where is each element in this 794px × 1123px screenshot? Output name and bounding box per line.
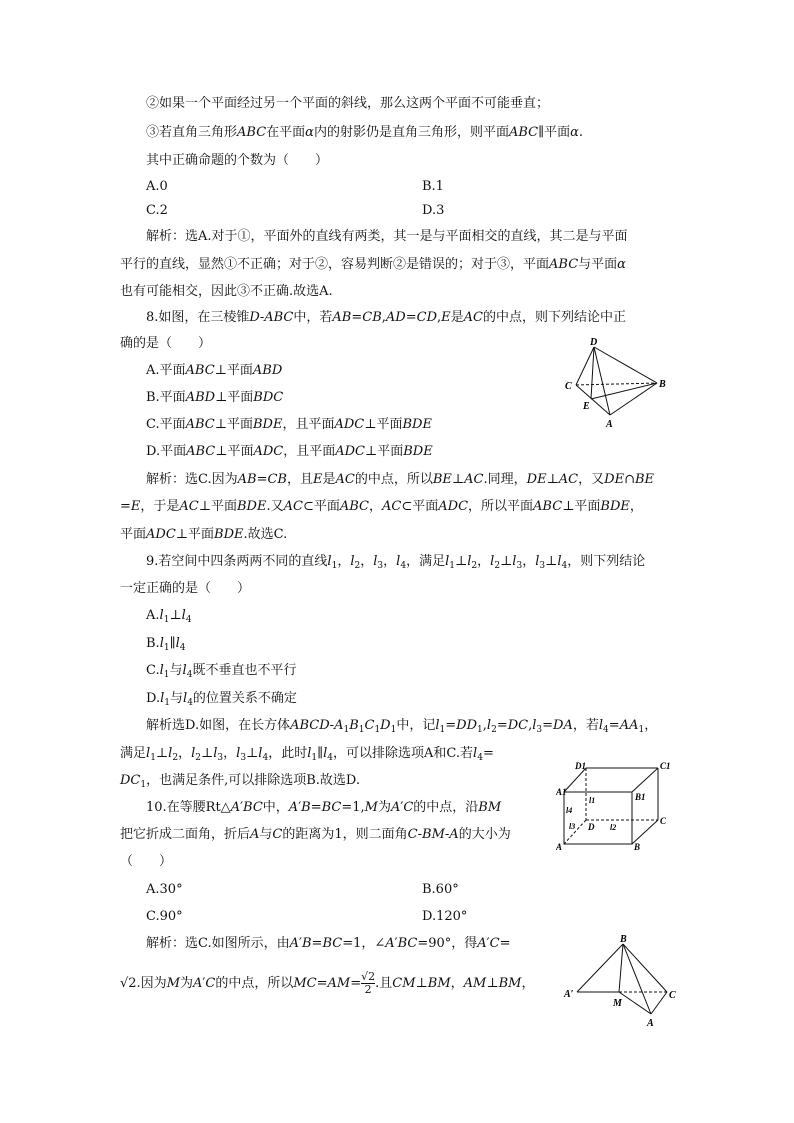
question-9-line-1: 9.若空间中四条两两不同的直线$l_1$，$l_2$，$l_3$，$l_4$，满足$l_1\perp l_2$，$l_2\perp l_3$，$l_3\perp l_4$，则下列结论	[146, 554, 646, 571]
q9-option-d: $D.l_1$与$l_4$的位置关系不确定	[146, 691, 297, 708]
label-m: M	[613, 998, 622, 1009]
statement-2: ②如果一个平面经过另一个平面的斜线，那么这两个平面不可能垂直；	[146, 96, 550, 111]
edge-eb	[591, 383, 657, 399]
q10-option-c: C.90°	[146, 909, 183, 924]
q7-option-a: A.0	[146, 179, 168, 194]
q7-option-c: C.2	[146, 203, 168, 218]
q7-option-b: B.1	[422, 179, 444, 194]
question-8-line-2: 确的是（ ）	[120, 336, 212, 351]
question-10-line-2: 把它折成二面角，折后A与C的距离为1，则二面角C-BM-A的大小为	[120, 827, 511, 842]
label-a: A	[606, 419, 613, 430]
label-l3: l3	[569, 822, 576, 831]
cuboid-figure	[556, 758, 674, 854]
q7-solution-line-1: 解析：选A.对于①，平面外的直线有两类，其一是与平面相交的直线，其二是与平面	[146, 229, 628, 244]
label-d: D	[588, 822, 595, 832]
question-9-line-2: 一定正确的是（ ）	[120, 581, 251, 596]
edge-de	[591, 347, 594, 399]
q8-option-b: B.平面ABD⊥平面BDC	[146, 390, 284, 405]
statement-3: ③若直角三角形ABC在平面α内的射影仍是直角三角形，则平面ABC∥平面α.	[146, 125, 584, 140]
label-d: D	[590, 337, 598, 348]
label-a: A	[647, 1018, 654, 1028]
folded-triangle-figure	[563, 932, 687, 1028]
q8-option-d: D.平面ABC⊥平面ADC，且平面ADC⊥平面BDE	[146, 444, 433, 459]
q9-option-c: $C.l_1$与$l_4$既不垂直也不平行	[146, 663, 297, 680]
label-l2: l2	[610, 823, 617, 832]
label-b: B	[659, 379, 666, 390]
label-b1: B1	[635, 792, 646, 802]
question-8-line-1: 8.如图，在三棱锥D-ABC中，若AB=CB,AD=CD,E是AC的中点，则下列结论中正	[146, 310, 627, 325]
question-10-line-3: （ ）	[120, 854, 173, 869]
label-c1: C1	[660, 761, 671, 771]
q10-solution-line-2: √2.因为M为A′C的中点，所以MC=AM= $\frac{√2}{2}$ .且CM⊥BM，AM⊥BM，	[120, 970, 535, 996]
label-e: E	[583, 401, 590, 412]
q10-option-b: B.60°	[422, 882, 459, 897]
label-a1: A1	[556, 787, 567, 797]
edge-db	[594, 347, 657, 383]
label-c: C	[669, 990, 676, 1001]
edge-da	[594, 347, 610, 415]
edge-cb-hidden	[576, 383, 657, 385]
q10-solution-line-1: 解析：选C.如图所示，由A′B=BC=1，∠A′BC=90°，得A′C=	[146, 936, 511, 951]
q8-option-c: C.平面ABC⊥平面BDE，且平面ADC⊥平面BDE	[146, 417, 432, 432]
q7-solution-line-3: 也有可能相交，因此③不正确.故选A.	[120, 284, 333, 299]
tetrahedron-figure	[558, 335, 672, 431]
q10-option-a: A.30°	[146, 882, 183, 897]
q8-solution-line-2: =E，于是AC⊥平面BDE.又AC⊂平面ABC，AC⊂平面ADC，所以平面ABC⊥平面BDE，	[120, 499, 643, 514]
label-d1: D1	[575, 761, 586, 771]
q9-solution-line-1: 解析选D.如图，在长方体ABCD-$A_1B_1C_1D_1$中，记$l_1=DD_1,l_2=DC,l_3=DA$，若$l_4=AA_1$，	[146, 718, 658, 735]
label-l4: l4	[566, 806, 573, 815]
edge-ab	[610, 383, 657, 415]
label-c: C	[660, 816, 667, 826]
label-b: B	[634, 842, 641, 852]
q9-solution-line-3: $DC_1$，也满足条件,可以排除选项B.故选D.	[120, 773, 361, 790]
q9-option-a: $A.l_1\perp l_4$	[146, 608, 192, 625]
q9-option-b: $B.l_1\parallel l_4$	[146, 636, 186, 653]
question-7-prompt: 其中正确命题的个数为（ ）	[146, 153, 329, 168]
q8-solution-line-1: 解析：选C.因为AB=CB，且E是AC的中点，所以BE⊥AC.同理，DE⊥AC，又DE∩BE	[146, 472, 655, 487]
edge-dc	[576, 347, 594, 385]
q8-option-a: A.平面ABC⊥平面ABD	[146, 363, 283, 378]
label-a-prime: A′	[564, 989, 574, 1000]
label-l1: l1	[589, 796, 596, 805]
label-b: B	[620, 934, 627, 945]
q8-solution-line-3: 平面ADC⊥平面BDE.故选C.	[120, 527, 288, 542]
edge-ca	[576, 385, 610, 415]
q10-option-d: D.120°	[422, 909, 468, 924]
label-c: C	[565, 381, 572, 392]
q7-option-d: D.3	[422, 203, 445, 218]
q7-solution-line-2: 平行的直线，显然①不正确；对于②，容易判断②是错误的；对于③，平面ABC与平面α	[120, 257, 626, 272]
question-10-line-1: 10.在等腰Rt△A′BC中，A′B=BC=1,M为A′C的中点，沿BM	[146, 800, 502, 815]
label-a: A	[556, 842, 563, 852]
q9-solution-line-2: 满足$l_1\perp l_2$，$l_2\perp l_3$，$l_3\perp l_4$，此时$l_1\parallel l_4$，可以排除选项A和C.若$l_4=$	[120, 746, 494, 763]
